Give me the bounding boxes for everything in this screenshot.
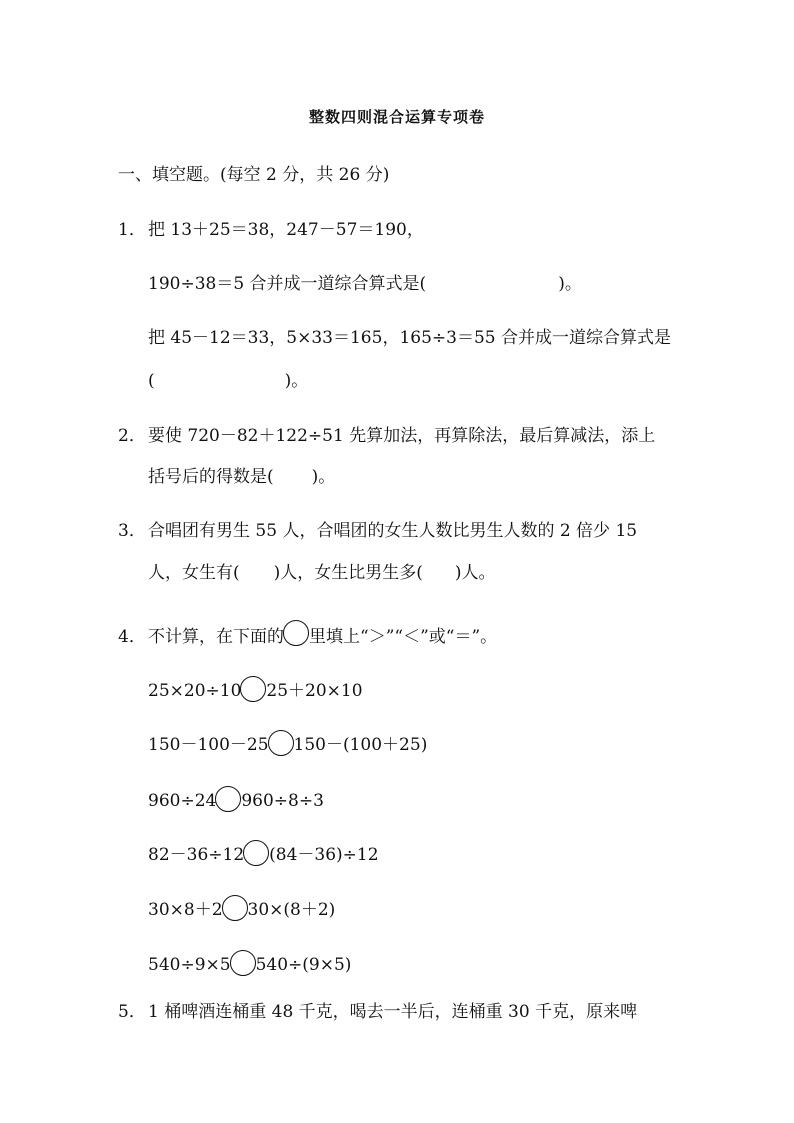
page-title: 整数四则混合运算专项卷 <box>308 108 485 126</box>
question-2-line-1 <box>118 424 655 448</box>
comparison-circle-input[interactable] <box>243 840 269 866</box>
question-4-intro <box>118 620 497 649</box>
question-text: 把 13＋25＝38，247－57＝190， <box>148 220 424 240</box>
comparison-item <box>148 950 351 977</box>
comparison-item <box>148 895 335 922</box>
question-1-line-3: 把 45－12＝33，5×33＝165，165÷3＝55 合并成一道综合算式是 <box>148 328 671 348</box>
question-number: 1． <box>118 220 146 240</box>
question-text: 不计算，在下面的 <box>148 627 284 647</box>
question-text: ( <box>148 371 155 391</box>
question-text: 合唱团有男生 55 人，合唱团的女生人数比男生人数的 2 倍少 15 <box>148 521 638 541</box>
question-text: 括号后的得数是( <box>148 467 274 487</box>
comparison-circle-input[interactable] <box>215 786 241 812</box>
circle-icon <box>283 620 309 646</box>
question-number: 4． <box>118 627 146 647</box>
comparison-item <box>148 840 379 867</box>
question-2-line-2 <box>148 465 335 489</box>
comparison-circle-input[interactable] <box>230 950 256 976</box>
comparison-item <box>148 730 427 757</box>
comparison-item <box>148 786 324 813</box>
comparison-right: 25＋20×10 <box>266 681 363 701</box>
comparison-right: (84－36)÷12 <box>269 845 379 865</box>
question-text: )人。 <box>454 563 496 583</box>
comparison-left: 960÷24 <box>148 791 217 811</box>
comparison-right: 960÷8÷3 <box>241 791 324 811</box>
question-5-line-1 <box>118 1000 637 1024</box>
question-1-line-1 <box>118 218 424 242</box>
question-1-line-2 <box>148 272 582 296</box>
question-text: 里填上“＞”“＜”或“＝”。 <box>309 627 498 647</box>
comparison-right: 150－(100＋25) <box>293 735 428 755</box>
question-text: )。 <box>558 274 582 294</box>
question-number: 2． <box>118 426 146 446</box>
comparison-right: 540÷(9×5) <box>255 955 352 975</box>
question-text: 1 桶啤酒连桶重 48 千克，喝去一半后，连桶重 30 千克，原来啤 <box>148 1002 638 1022</box>
question-text: 190÷38＝5 合并成一道综合算式是( <box>148 274 427 294</box>
comparison-item <box>148 676 363 703</box>
question-3-line-2 <box>148 561 496 585</box>
comparison-left: 82－36÷12 <box>148 845 245 865</box>
comparison-left: 540÷9×5 <box>148 955 231 975</box>
question-text: )。 <box>284 371 309 391</box>
comparison-circle-input[interactable] <box>240 676 266 702</box>
question-text: )。 <box>311 467 336 487</box>
comparison-circle-input[interactable] <box>222 895 248 921</box>
question-text: )人，女生比男生多( <box>273 563 423 583</box>
question-1-line-4 <box>148 369 308 393</box>
section-heading: 一、填空题。(每空 2 分，共 26 分) <box>118 165 390 185</box>
comparison-right: 30×(8＋2) <box>247 900 336 920</box>
question-number: 3． <box>118 521 146 541</box>
comparison-left: 30×8＋2 <box>148 900 223 920</box>
question-text: 人，女生有( <box>148 563 240 583</box>
comparison-left: 25×20÷10 <box>148 681 242 701</box>
question-text: 要使 720－82＋122÷51 先算加法，再算除法，最后算减法，添上 <box>148 426 656 446</box>
comparison-circle-input[interactable] <box>268 730 294 756</box>
question-number: 5． <box>118 1002 146 1022</box>
question-3-line-1 <box>118 519 637 543</box>
comparison-left: 150－100－25 <box>148 735 269 755</box>
